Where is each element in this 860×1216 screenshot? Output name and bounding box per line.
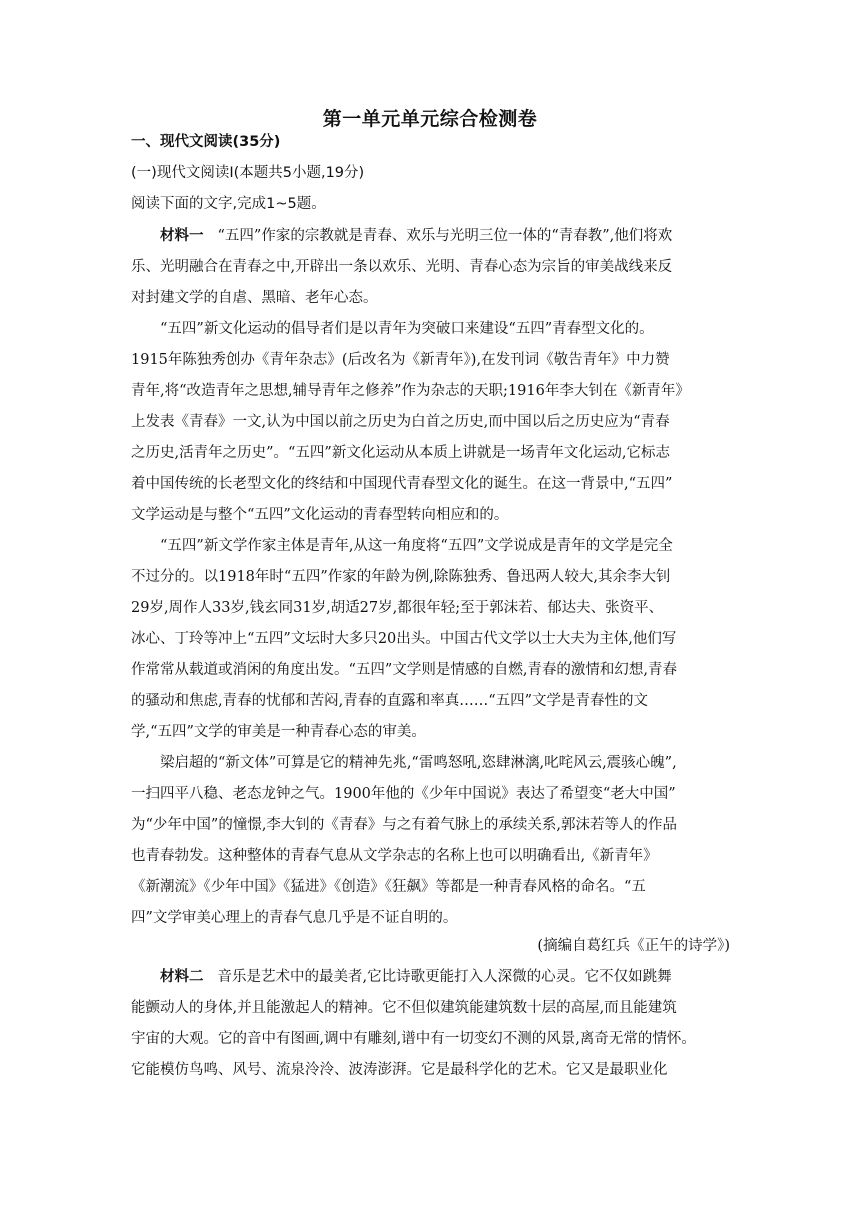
paragraph-line: 着中国传统的长老型文化的终结和中国现代青春型文化的诞生。在这一背景中,“五四” xyxy=(131,476,673,492)
paragraph-line: 上发表《青春》一文,认为中国以前之历史为白首之历史,而中国以后之历史应为“青春 xyxy=(131,414,670,430)
paragraph-line: 宇宙的大观。它的音中有图画,调中有雕刻,谱中有一切变幻不测的风景,离奇无常的情怀。 xyxy=(131,1031,696,1047)
paragraph-line: 对封建文学的自虐、黑暗、老年心态。 xyxy=(131,290,378,306)
paragraph-line: 为“少年中国”的憧憬,李大钊的《青春》与之有着气脉上的承续关系,郭沫若等人的作品 xyxy=(131,817,678,833)
paragraph-line: 一扫四平八稳、老态龙钟之气。1900年他的《少年中国说》表达了希望变“老大中国” xyxy=(131,786,676,802)
paragraph-line: 能颤动人的身体,并且能激起人的精神。它不但似建筑能建筑数十层的高屋,而且能建筑 xyxy=(131,1000,677,1016)
section-heading: 一、现代文阅读(35分) xyxy=(131,134,281,150)
paragraph-line: 的骚动和焦虑,青春的忧郁和苦闷,青春的直露和率真……“五四”文学是青春性的文 xyxy=(131,693,649,709)
paragraph-line: 1915年陈独秀创办《青年杂志》(后改名为《新青年》),在发刊词《敬告青年》中力赞 xyxy=(131,352,670,368)
material-label: 材料二 xyxy=(160,969,204,985)
paragraph-line: 四”文学审美心理上的青春气息几乎是不证自明的。 xyxy=(131,910,458,926)
paragraph-line: 《新潮流》《少年中国》《猛进》《创造》《狂飙》等都是一种青春风格的命名。“五 xyxy=(131,879,646,895)
paragraph-line: 文学运动是与整个“五四”文化运动的青春型转向相应和的。 xyxy=(131,507,509,523)
paragraph-line: 不过分的。以1918年时“五四”作家的年龄为例,除陈独秀、鲁迅两人较大,其余李大钊 xyxy=(131,569,671,585)
paragraph-line: “五四”新文学作家主体是青年,从这一角度将“五四”文学说成是青年的文学是完全 xyxy=(160,538,673,554)
paragraph-line: “五四”新文化运动的倡导者们是以青年为突破口来建设“五四”青春型文化的。 xyxy=(160,321,654,337)
paragraph-line: 冰心、丁玲等冲上“五四”文坛时大多只20出头。中国古代文学以士大夫为主体,他们写 xyxy=(131,631,677,647)
paragraph-line: 之历史,活青年之历史”。“五四”新文化运动从本质上讲就是一场青年文化运动,它标志 xyxy=(131,445,670,461)
source-citation: (摘编自葛红兵《正午的诗学》) xyxy=(537,938,730,954)
paragraph-line: 作常常从载道或消闲的角度出发。“五四”文学则是情感的自燃,青春的激情和幻想,青春 xyxy=(131,662,678,678)
paragraph-line: 乐、光明融合在青春之中,开辟出一条以欢乐、光明、青春心态为宗旨的审美战线来反 xyxy=(131,259,673,275)
instruction-text: 阅读下面的文字,完成1~5题。 xyxy=(131,196,326,212)
subsection-heading: (一)现代文阅读Ⅰ(本题共5小题,19分) xyxy=(131,165,365,181)
paragraph-line: 材料二 音乐是艺术中的最美者,它比诗歌更能打入人深微的心灵。它不仅如跳舞 xyxy=(160,969,672,985)
page-title: 第一单元单元综合检测卷 xyxy=(322,108,538,130)
paragraph-line: 梁启超的“新文体”可算是它的精神先兆,“雷鸣怒吼,恣肆淋漓,叱咤风云,震骇心魄”, xyxy=(160,755,677,771)
paragraph-line: 它能模仿鸟鸣、风号、流泉泠泠、波涛澎湃。它是最科学化的艺术。它又是最职业化 xyxy=(131,1062,668,1078)
paragraph-line: 青年,将“改造青年之思想,辅导青年之修养”作为杂志的天职;1916年李大钊在《新青年》 xyxy=(131,383,690,399)
material-label: 材料一 xyxy=(160,228,204,244)
paragraph-line: 29岁,周作人33岁,钱玄同31岁,胡适27岁,都很年轻;至于郭沫若、郁达夫、张资平、 xyxy=(131,600,664,616)
paragraph-line: 学,“五四”文学的审美是一种青春心态的审美。 xyxy=(131,724,426,740)
paragraph-line: 也青春勃发。这种整体的青春气息从文学杂志的名称上也可以明确看出,《新青年》 xyxy=(131,848,658,864)
paragraph-line: 材料一 “五四”作家的宗教就是青春、欢乐与光明三位一体的“青春教”,他们将欢 xyxy=(160,228,673,244)
